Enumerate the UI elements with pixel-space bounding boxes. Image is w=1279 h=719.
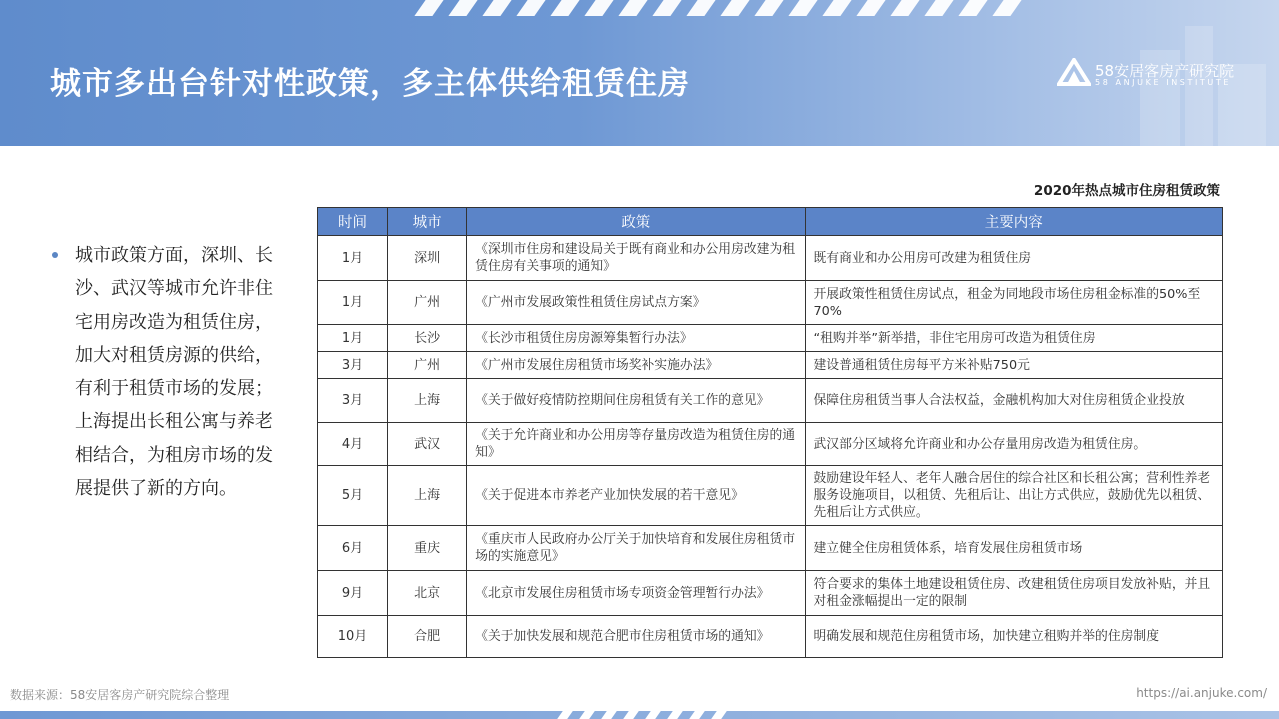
cell-time: 5月 (318, 466, 388, 526)
cell-city: 上海 (388, 466, 467, 526)
table-row (318, 423, 1223, 466)
cell-content: 符合要求的集体土地建设租赁住房、改建租赁住房项目发放补贴，并且对租金涨幅提出一定的限制 (805, 571, 1223, 616)
logo-name: 58安居客房产研究院 (1095, 62, 1235, 80)
cell-content: 明确发展和规范住房租赁市场，加快建立租购并举的住房制度 (805, 616, 1223, 658)
cell-city: 合肥 (388, 616, 467, 658)
cell-time: 3月 (318, 352, 388, 379)
cell-time: 3月 (318, 379, 388, 423)
footer-bar (0, 711, 1279, 719)
cell-policy: 《北京市发展住房租赁市场专项资金管理暂行办法》 (467, 571, 805, 616)
cell-city: 北京 (388, 571, 467, 616)
page-title: 城市多出台针对性政策，多主体供给租赁住房 (50, 66, 690, 102)
source-url: https://ai.anjuke.com/ (1136, 686, 1267, 700)
table-header-row (318, 208, 1223, 236)
cell-content: 既有商业和办公用房可改建为租赁住房 (805, 236, 1223, 281)
bullet-icon (52, 252, 58, 258)
table-caption: 2020年热点城市住房租赁政策 (1033, 183, 1220, 199)
cell-time: 4月 (318, 423, 388, 466)
cell-policy: 《关于做好疫情防控期间住房租赁有关工作的意见》 (467, 379, 805, 423)
column-header-city: 城市 (388, 208, 467, 236)
table-row (318, 466, 1223, 526)
cell-policy: 《深圳市住房和建设局关于既有商业和办公用房改建为租赁住房有关事项的通知》 (467, 236, 805, 281)
column-header-content: 主要内容 (805, 208, 1223, 236)
cell-city: 长沙 (388, 325, 467, 352)
table-row (318, 352, 1223, 379)
policy-table (317, 207, 1223, 658)
cell-policy: 《长沙市租赁住房房源筹集暂行办法》 (467, 325, 805, 352)
summary-text: 城市政策方面，深圳、长沙、武汉等城市允许非住宅用房改造为租赁住房，加大对租赁房源的供给，有利于租赁市场的发展；上海提出长租公寓与养老相结合，为租房市场的发展提供了新的方向。 (75, 245, 273, 500)
institute-logo (1057, 58, 1257, 90)
cell-time: 10月 (318, 616, 388, 658)
cell-content: 建立健全住房租赁体系，培育发展住房租赁市场 (805, 526, 1223, 571)
data-source-note: 数据来源：58安居客房产研究院综合整理 (10, 688, 230, 702)
column-header-time: 时间 (318, 208, 388, 236)
table-row (318, 379, 1223, 423)
cell-policy: 《广州市发展政策性租赁住房试点方案》 (467, 281, 805, 325)
cell-content: 武汉部分区域将允许商业和办公存量用房改造为租赁住房。 (805, 423, 1223, 466)
logo-english-name: 58 ANJUKE INSTITUTE (1095, 78, 1231, 87)
header-banner (0, 0, 1279, 146)
cell-content: 鼓励建设年轻人、老年人融合居住的综合社区和长租公寓；营利性养老服务设施项目，以租赁、先租后让、出让方式供应，鼓励优先以租赁、先租后让方式供应。 (805, 466, 1223, 526)
cell-content: 开展政策性租赁住房试点，租金为同地段市场住房租金标准的50%至70% (805, 281, 1223, 325)
table-row (318, 571, 1223, 616)
decorative-stripes (420, 0, 1040, 16)
cell-policy: 《重庆市人民政府办公厅关于加快培育和发展住房租赁市场的实施意见》 (467, 526, 805, 571)
column-header-policy: 政策 (467, 208, 805, 236)
cell-time: 1月 (318, 236, 388, 281)
cell-city: 深圳 (388, 236, 467, 281)
cell-city: 武汉 (388, 423, 467, 466)
cell-policy: 《广州市发展住房租赁市场奖补实施办法》 (467, 352, 805, 379)
cell-policy: 《关于加快发展和规范合肥市住房租赁市场的通知》 (467, 616, 805, 658)
table-row (318, 281, 1223, 325)
cell-city: 重庆 (388, 526, 467, 571)
cell-city: 广州 (388, 352, 467, 379)
cell-content: “租购并举”新举措，非住宅用房可改造为租赁住房 (805, 325, 1223, 352)
cell-time: 1月 (318, 281, 388, 325)
cell-policy: 《关于促进本市养老产业加快发展的若干意见》 (467, 466, 805, 526)
cell-content: 保障住房租赁当事人合法权益，金融机构加大对住房租赁企业投放 (805, 379, 1223, 423)
cell-city: 上海 (388, 379, 467, 423)
table-row (318, 616, 1223, 658)
logo-mark-icon (1057, 58, 1091, 86)
decorative-stripes (560, 711, 760, 719)
cell-city: 广州 (388, 281, 467, 325)
cell-time: 9月 (318, 571, 388, 616)
cell-policy: 《关于允许商业和办公用房等存量房改造为租赁住房的通知》 (467, 423, 805, 466)
table-row (318, 325, 1223, 352)
cell-time: 6月 (318, 526, 388, 571)
cell-content: 建设普通租赁住房每平方米补贴750元 (805, 352, 1223, 379)
table-row (318, 526, 1223, 571)
table-row (318, 236, 1223, 281)
cell-time: 1月 (318, 325, 388, 352)
